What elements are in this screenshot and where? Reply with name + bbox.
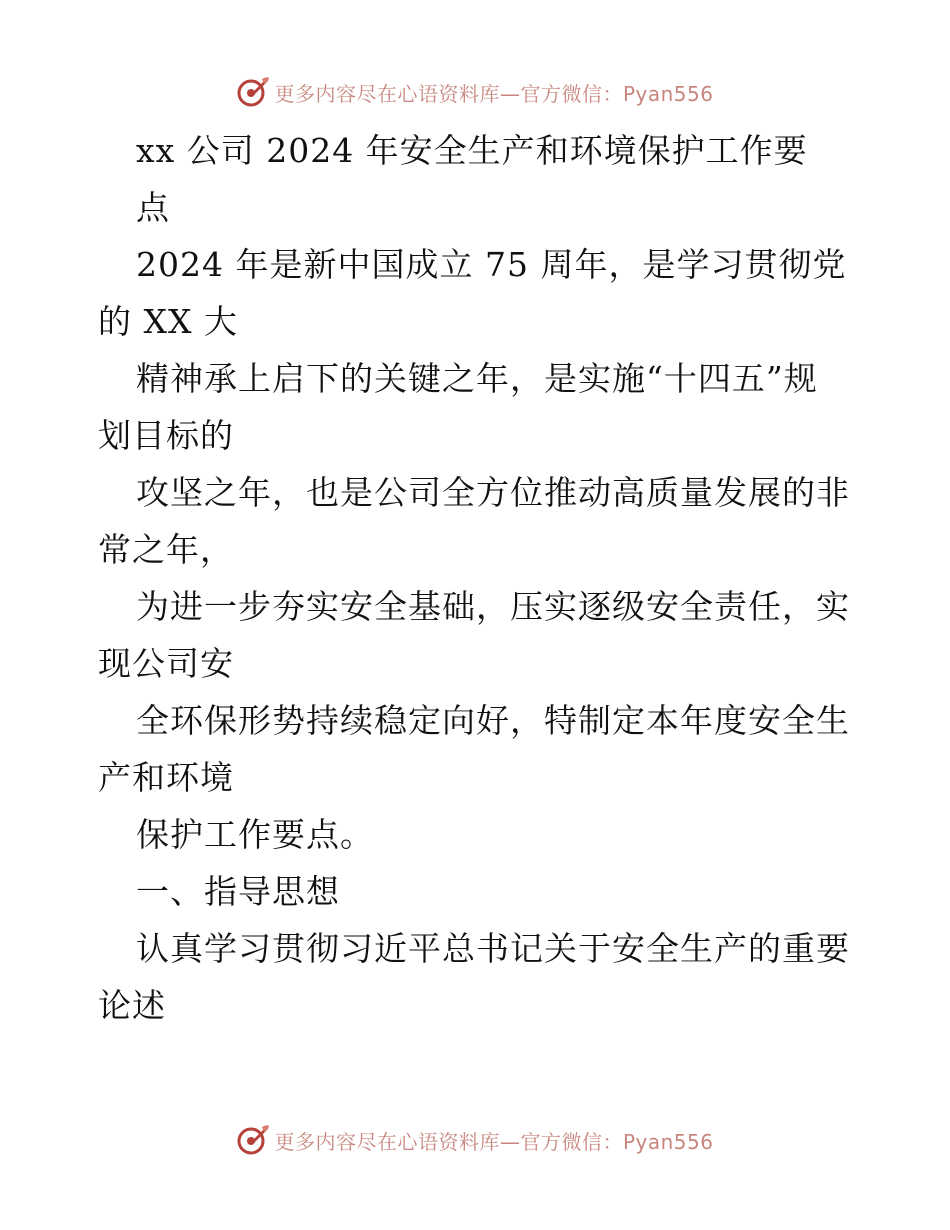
paragraph-line: 为进一步夯实安全基础，压实逐级安全责任，实 bbox=[136, 587, 850, 626]
paragraph-line: 2024 年是新中国成立 75 周年，是学习贯彻党 bbox=[136, 245, 847, 284]
doc-title-line: xx 公司 2024 年安全生产和环境保护工作要 bbox=[136, 131, 808, 170]
paragraph-line: 的 XX 大 bbox=[98, 302, 238, 341]
paragraph-line: 论述 bbox=[98, 986, 166, 1025]
paragraph-line: 全环保形势持续稳定向好，特制定本年度安全生 bbox=[136, 701, 850, 740]
paragraph-line: 保护工作要点。 bbox=[136, 815, 374, 854]
footer-banner-text: 更多内容尽在心语资料库—官方微信：Pyan556 bbox=[274, 1129, 714, 1154]
quill-pen-logo-icon bbox=[236, 75, 270, 109]
paragraph-line: 攻坚之年，也是公司全方位推动高质量发展的非 bbox=[136, 473, 850, 512]
section-heading: 一、指导思想 bbox=[136, 872, 340, 911]
paragraph-line: 常之年， bbox=[98, 530, 234, 569]
paragraph-line: 现公司安 bbox=[98, 644, 234, 683]
paragraph-line: 认真学习贯彻习近平总书记关于安全生产的重要 bbox=[136, 929, 850, 968]
paragraph-line: 精神承上启下的关键之年，是实施“十四五”规 bbox=[136, 359, 818, 398]
document-body bbox=[98, 122, 858, 1034]
paragraph-line: 划目标的 bbox=[98, 416, 234, 455]
doc-title-line: 点 bbox=[136, 188, 170, 227]
paragraph-line: 产和环境 bbox=[98, 758, 234, 797]
quill-pen-logo-icon bbox=[236, 1123, 270, 1157]
header-banner-text: 更多内容尽在心语资料库—官方微信：Pyan556 bbox=[274, 81, 714, 106]
footer-banner bbox=[0, 1120, 950, 1160]
header-banner bbox=[0, 72, 950, 112]
